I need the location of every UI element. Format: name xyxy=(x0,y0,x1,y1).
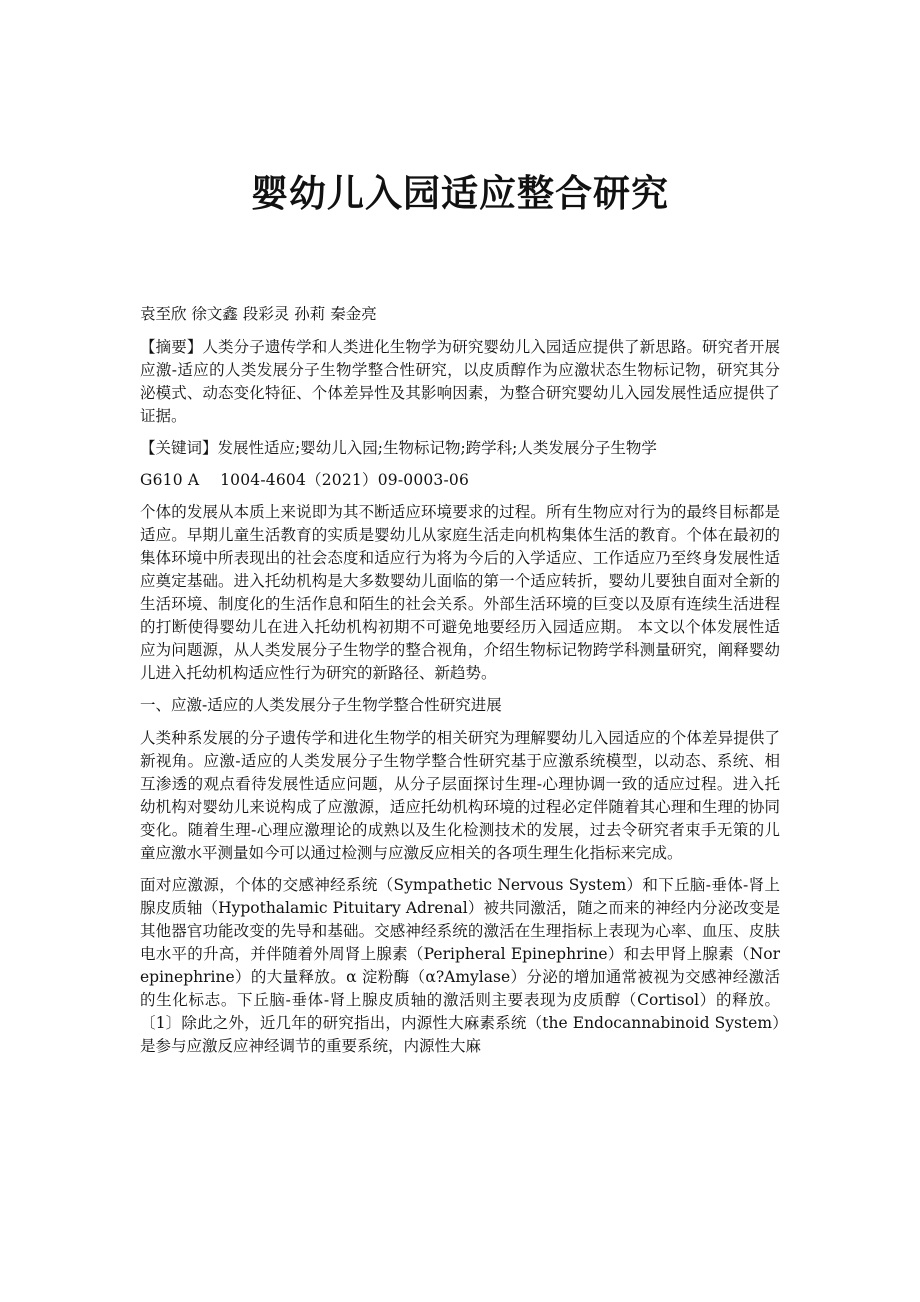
author-list: 袁至欣 徐文鑫 段彩灵 孙莉 秦金亮 xyxy=(140,305,377,323)
section-paragraph-2: 面对应激源，个体的交感神经系统（Sympathetic Nervous System）和下丘脑-垂体-肾上腺皮质轴（Hypothalamic Pituitary Adrenal）被共同激活，随之而来的神经内分泌改变是其他器官功能改变的先导和基础。交感神经系统的激活在生理指标上表现为心率、血压、皮肤电水平的升高，并伴随着外周肾上腺素（Peripheral Epinephrine）和去甲肾上腺素（Norepinephrine）的大量释放。α 淀粉酶（α?Amylase）分泌的增加通常被视为交感神经激活的生化标志。下丘脑-垂体-肾上腺皮质轴的激活则主要表现为皮质醇（Cortisol）的释放。〔1〕除此之外，近几年的研究指出，内源性大麻素系统（the Endocannabinoid System）是参与应激反应神经调节的重要系统，内源性大麻 xyxy=(140,876,780,1055)
abstract: 【摘要】人类分子遗传学和人类进化生物学为研究婴幼儿入园适应提供了新思路。研究者开展应激-适应的人类发展分子生物学整合性研究，以皮质醇作为应激状态生物标记物，研究其分泌模式、动态变化特征、个体差异性及其影响因素，为整合研究婴幼儿入园发展性适应提供了证据。 xyxy=(140,338,780,425)
keywords: 【关键词】发展性适应;婴幼儿入园;生物标记物;跨学科;人类发展分子生物学 xyxy=(140,439,657,457)
section-heading: 一、应激-适应的人类发展分子生物学整合性研究进展 xyxy=(140,696,502,714)
classification-codes: G610 A 1004-4604（2021）09-0003-06 xyxy=(140,471,470,489)
paper-body xyxy=(140,303,780,1067)
section-paragraph-1: 人类种系发展的分子遗传学和进化生物学的相关研究为理解婴幼儿入园适应的个体差异提供了新视角。应激-适应的人类发展分子生物学整合性研究基于应激系统模型，以动态、系统、相互渗透的观点看待发展性适应问题，从分子层面探讨生理-心理协调一致的适应过程。进入托幼机构对婴幼儿来说构成了应激源，适应托幼机构环境的过程必定伴随着其心理和生理的协同变化。随着生理-心理应激理论的成熟以及生化检测技术的发展，过去令研究者束手无策的儿童应激水平测量如今可以通过检测与应激反应相关的各项生理生化指标来完成。 xyxy=(140,729,780,862)
paper-title: 婴幼儿入园适应整合研究 xyxy=(251,171,669,215)
intro-paragraph: 个体的发展从本质上来说即为其不断适应环境要求的过程。所有生物应对行为的最终目标都是适应。早期儿童生活教育的实质是婴幼儿从家庭生活走向机构集体生活的教育。个体在最初的集体环境中所表现出的社会态度和适应行为将为今后的入学适应、工作适应乃至终身发展性适应奠定基础。进入托幼机构是大多数婴幼儿面临的第一个适应转折，婴幼儿要独自面对全新的生活环境、制度化的生活作息和陌生的社会关系。外部生活环境的巨变以及原有连续生活进程的打断使得婴幼儿在进入托幼机构初期不可避免地要经历入园适应期。 本文以个体发展性适应为问题源，从人类发展分子生物学的整合视角，介绍生物标记物跨学科测量研究，阐释婴幼儿进入托幼机构适应性行为研究的新路径、新趋势。 xyxy=(140,503,780,682)
